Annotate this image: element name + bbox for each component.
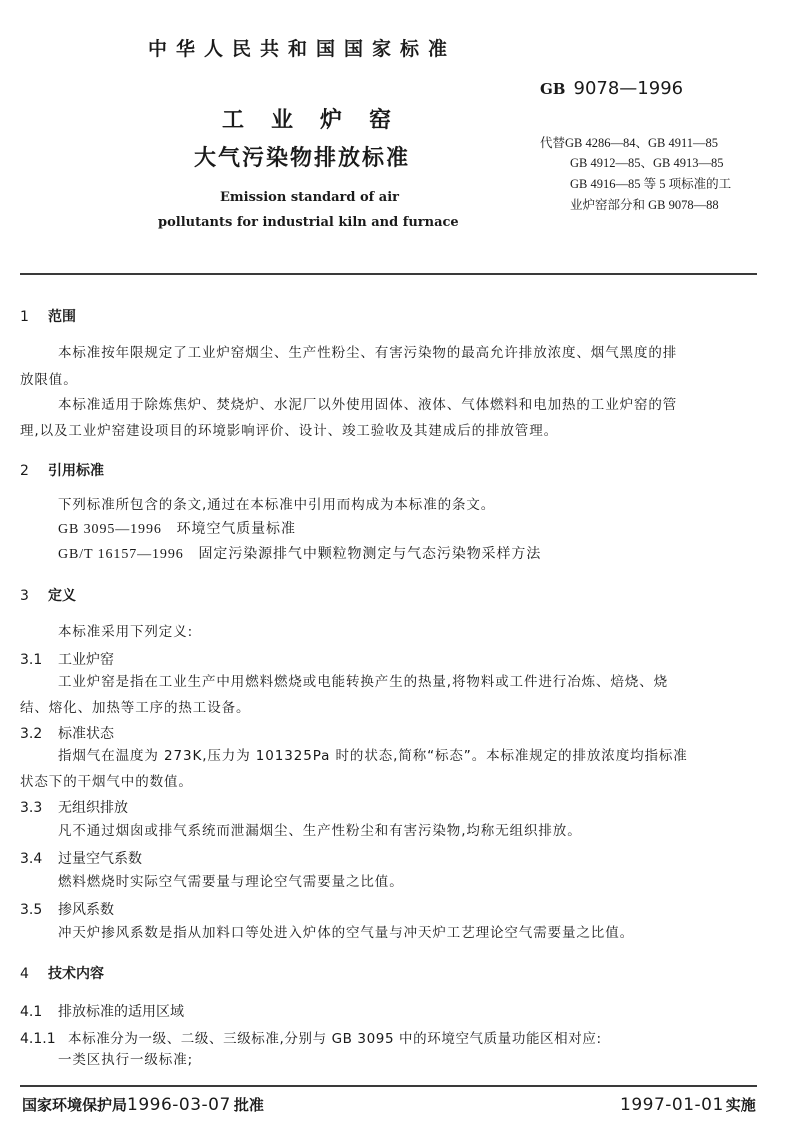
subsection-4-1-1: 4.1.1 本标准分为一级、二级、三级标准,分别与 GB 3095 中的环境空气质量功能区相对应: (20, 1031, 602, 1047)
paragraph: 理,以及工业炉窑建设项目的环境影响评价、设计、竣工验收及其建成后的排放管理。 (20, 423, 558, 439)
paragraph: 冲天炉掺风系数是指从加料口等处进入炉体的空气量与冲天炉工艺理论空气需要量之比值。 (58, 925, 634, 941)
subsection-3-3: 3.3 无组织排放 (20, 800, 128, 816)
footer-divider (20, 1085, 757, 1087)
paragraph: 下列标准所包含的条文,通过在本标准中引用而构成为本标准的条文。 (58, 497, 496, 513)
header-divider (20, 273, 757, 275)
standard-prefix: GB (540, 80, 566, 98)
reference-item: GB/T 16157—1996 固定污染源排气中颗粒物测定与气态污染物采样方法 (58, 547, 542, 562)
effective-info: 1997-01-01 实施 (620, 1095, 756, 1115)
replaces-line: GB 4916—85 等 5 项标准的工 (570, 177, 732, 191)
paragraph: 本标准采用下列定义: (58, 624, 194, 640)
document-title-line1: 工业炉窑 (222, 108, 419, 133)
section-heading-definitions: 3 定义 (20, 588, 76, 604)
standard-code: 9078—1996 (573, 78, 684, 99)
paragraph: 放限值。 (20, 372, 78, 388)
section-heading-technical-content: 4 技术内容 (20, 966, 104, 982)
replaces-line: 业炉窑部分和 GB 9078—88 (570, 198, 719, 212)
issuing-authority: 中华人民共和国国家标准 (148, 38, 457, 60)
reference-item: GB 3095—1996 环境空气质量标准 (58, 522, 296, 537)
effective-date: 1997-01-01 (620, 1095, 724, 1115)
paragraph: 本标准适用于除炼焦炉、焚烧炉、水泥厂以外使用固体、液体、气体燃料和电加热的工业炉窑的管 (58, 397, 678, 413)
section-heading-normative-references: 2 引用标准 (20, 463, 104, 479)
replaces-line: GB 4912—85、GB 4913—85 (570, 156, 724, 170)
paragraph: 结、熔化、加热等工序的热工设备。 (20, 700, 251, 716)
subsection-3-1: 3.1 工业炉窑 (20, 652, 114, 668)
english-title-line1: Emission standard of air (220, 190, 400, 205)
english-title-line2: pollutants for industrial kiln and furnace (158, 215, 459, 230)
subsection-3-5: 3.5 掺风系数 (20, 902, 114, 918)
approval-date: 1996-03-07 (127, 1095, 231, 1115)
document-title-line2: 大气污染物排放标准 (194, 146, 411, 171)
paragraph: 状态下的干烟气中的数值。 (20, 774, 193, 790)
paragraph: 一类区执行一级标准; (58, 1052, 194, 1068)
subsection-3-2: 3.2 标准状态 (20, 726, 114, 742)
replaces-line: 代替GB 4286—84、GB 4911—85 (540, 136, 719, 150)
paragraph: 指烟气在温度为 273K,压力为 101325Pa 时的状态,简称“标态”。本标准规定的排放浓度均指标准 (58, 748, 688, 764)
subsection-4-1: 4.1 排放标准的适用区域 (20, 1004, 184, 1020)
section-heading-scope: 1 范围 (20, 309, 76, 325)
approval-info: 国家环境保护局1996-03-07 批准 (22, 1095, 264, 1115)
paragraph: 本标准按年限规定了工业炉窑烟尘、生产性粉尘、有害污染物的最高允许排放浓度、烟气黑度的排 (58, 345, 678, 361)
subsection-3-4: 3.4 过量空气系数 (20, 851, 142, 867)
paragraph: 燃料燃烧时实际空气需要量与理论空气需要量之比值。 (58, 874, 404, 890)
standard-number (540, 78, 683, 99)
paragraph: 凡不通过烟囱或排气系统而泄漏烟尘、生产性粉尘和有害污染物,均称无组织排放。 (58, 823, 582, 839)
paragraph: 工业炉窑是指在工业生产中用燃料燃烧或电能转换产生的热量,将物料或工件进行冶炼、焙烧、烧 (58, 674, 668, 690)
